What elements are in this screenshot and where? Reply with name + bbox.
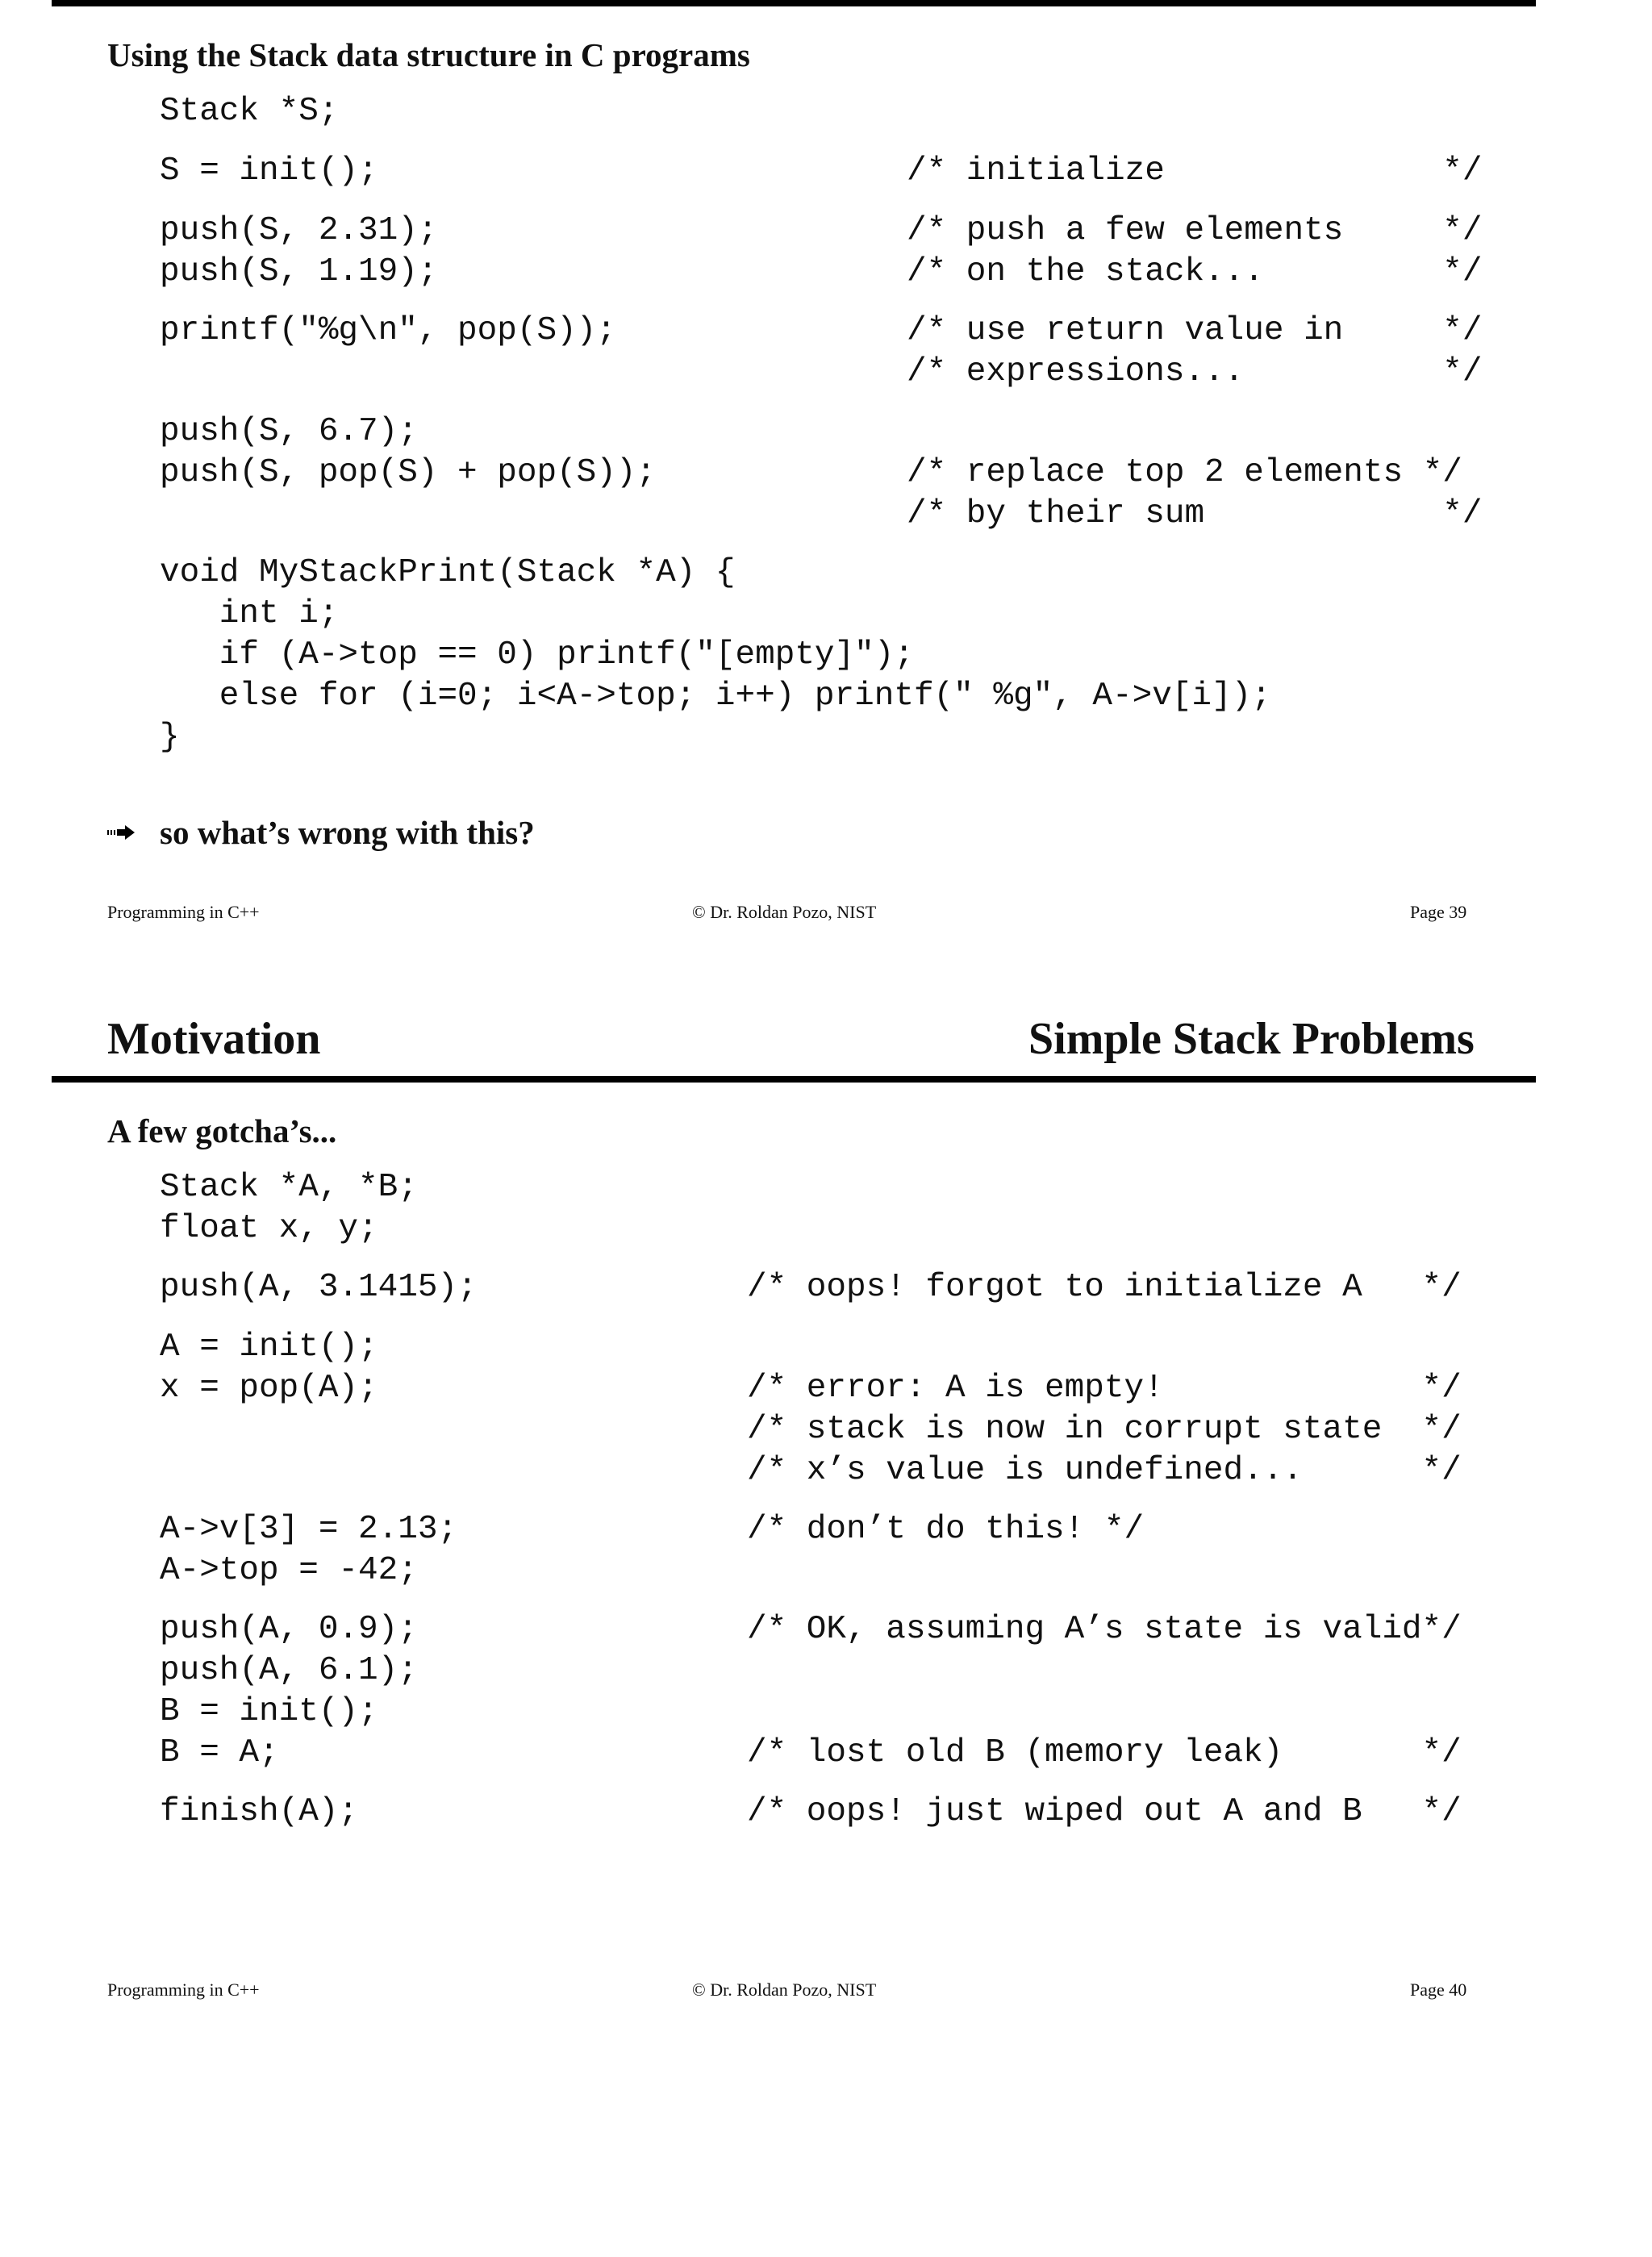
page-subtitle: Simple Stack Problems xyxy=(1028,1014,1475,1064)
code-comment: /* stack is now in corrupt state */ xyxy=(747,1411,1462,1448)
bullet-question: so what’s wrong with this? xyxy=(160,814,535,851)
code-line: S = init(); xyxy=(160,152,378,190)
code-comment: /* error: A is empty! */ xyxy=(747,1370,1462,1407)
code-comment: /* on the stack... */ xyxy=(907,253,1483,290)
footer-center: © Dr. Roldan Pozo, NIST xyxy=(692,1980,877,2000)
section-heading: A few gotcha’s... xyxy=(107,1112,337,1149)
footer-left: Programming in C++ xyxy=(107,1980,260,2000)
footer-left: Programming in C++ xyxy=(107,902,260,922)
code-line: push(S, 6.7); xyxy=(160,413,418,450)
code-line: push(S, pop(S) + pop(S)); xyxy=(160,454,657,491)
code-comment: /* x’s value is undefined... */ xyxy=(747,1452,1462,1489)
code-line: void MyStackPrint(Stack *A) { xyxy=(160,554,736,591)
code-line: A->top = -42; xyxy=(160,1552,418,1589)
footer-center: © Dr. Roldan Pozo, NIST xyxy=(692,902,877,922)
code-comment: /* oops! just wiped out A and B */ xyxy=(747,1793,1462,1830)
code-line: finish(A); xyxy=(160,1793,359,1830)
code-line: printf("%g\n", pop(S)); xyxy=(160,312,616,349)
footer-page-number: Page 39 xyxy=(1410,902,1467,922)
code-comment: /* OK, assuming A’s state is valid*/ xyxy=(747,1611,1462,1648)
footer-page-number: Page 40 xyxy=(1410,1980,1467,2000)
code-comment: /* use return value in */ xyxy=(907,312,1483,349)
code-comment: /* oops! forgot to initialize A */ xyxy=(747,1269,1462,1306)
page-title: Motivation xyxy=(107,1014,321,1064)
code-line: push(A, 3.1415); xyxy=(160,1269,478,1306)
code-line: A = init(); xyxy=(160,1329,378,1366)
code-comment: /* expressions... */ xyxy=(907,353,1483,390)
code-line: Stack *S; xyxy=(160,93,339,130)
code-comment: /* push a few elements */ xyxy=(907,212,1483,249)
code-comment: /* initialize */ xyxy=(907,152,1483,190)
code-line: push(A, 6.1); xyxy=(160,1652,418,1689)
top-rule xyxy=(52,0,1536,6)
code-line: } xyxy=(160,719,180,756)
code-line: A->v[3] = 2.13; xyxy=(160,1511,458,1548)
code-line: if (A->top == 0) printf("[empty]"); xyxy=(160,636,914,674)
title-rule xyxy=(52,1076,1536,1083)
code-line: B = init(); xyxy=(160,1693,378,1730)
bullet-arrow-icon xyxy=(107,823,136,846)
code-line: Stack *A, *B; xyxy=(160,1169,418,1206)
code-comment: /* by their sum */ xyxy=(907,495,1483,532)
section-heading: Using the Stack data structure in C programs xyxy=(107,36,750,73)
code-line: push(A, 0.9); xyxy=(160,1611,418,1648)
code-line: int i; xyxy=(160,595,339,632)
code-line: float x, y; xyxy=(160,1210,378,1247)
code-line: push(S, 1.19); xyxy=(160,253,438,290)
code-comment: /* don’t do this! */ xyxy=(747,1511,1145,1548)
code-comment: /* replace top 2 elements */ xyxy=(907,454,1462,491)
code-line: x = pop(A); xyxy=(160,1370,378,1407)
code-line: else for (i=0; i<A->top; i++) printf(" %g", A->v[i]); xyxy=(160,678,1271,715)
code-line: push(S, 2.31); xyxy=(160,212,438,249)
code-comment: /* lost old B (memory leak) */ xyxy=(747,1734,1462,1771)
code-line: B = A; xyxy=(160,1734,279,1771)
